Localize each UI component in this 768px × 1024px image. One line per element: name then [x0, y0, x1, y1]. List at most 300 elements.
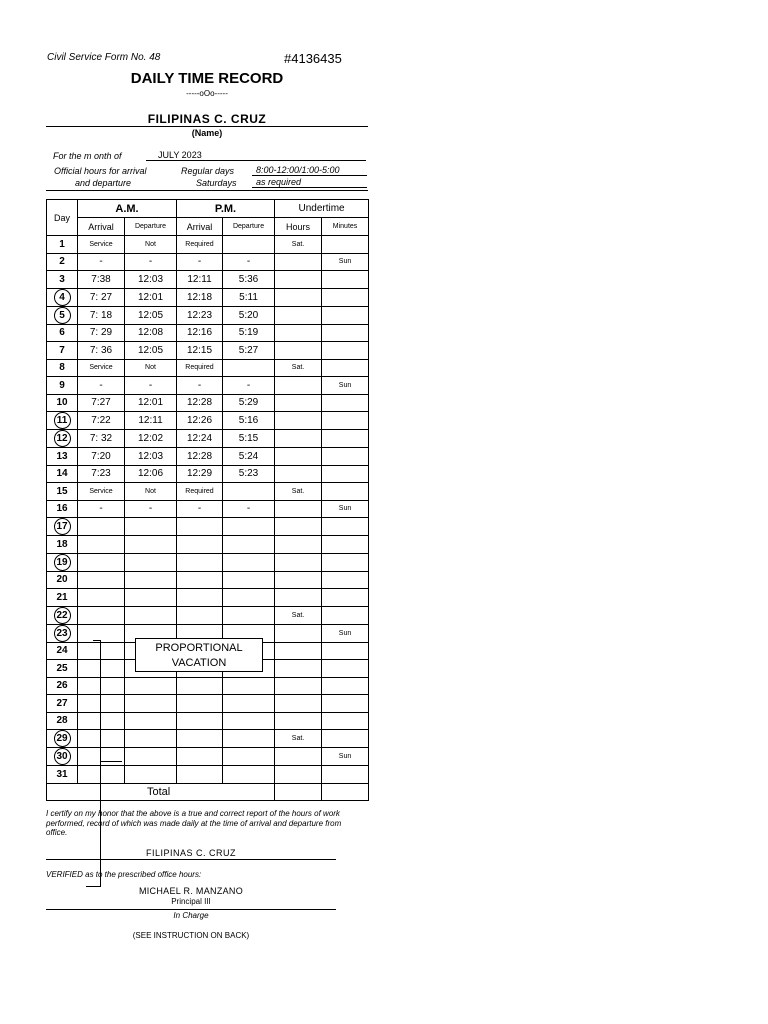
undertime-hours-cell: [275, 342, 322, 360]
day-number: [47, 536, 78, 554]
pm-arrival-cell: 12:11: [177, 271, 223, 289]
pm-arrival-cell: 12:28: [177, 394, 223, 412]
undertime-hours-cell: [275, 677, 322, 695]
undertime-minutes-cell: [322, 465, 369, 483]
table-row: [47, 359, 369, 377]
day-number: [47, 500, 78, 518]
day-number: [47, 695, 78, 713]
am-departure-cell: -: [125, 253, 177, 271]
total-minutes: [322, 783, 369, 800]
undertime-hours-cell: [275, 412, 322, 430]
pm-departure-cell: [223, 677, 275, 695]
am-departure-header: Departure: [125, 218, 177, 236]
principal-signature-line: [46, 909, 336, 910]
day-number: [47, 766, 78, 784]
day-label: 16: [56, 503, 68, 515]
am-arrival-cell: [78, 730, 125, 748]
table-row: [47, 518, 369, 536]
day-label: 8: [59, 362, 65, 374]
pm-arrival-cell: [177, 536, 223, 554]
am-arrival-cell: Service: [78, 236, 125, 254]
pm-arrival-cell: Required: [177, 359, 223, 377]
undertime-hours-cell: [275, 536, 322, 554]
employee-name: FILIPINAS C. CRUZ: [147, 112, 267, 126]
verified-text: VERIFIED as to the prescribed office hours:: [46, 870, 202, 879]
pm-arrival-cell: 12:16: [177, 324, 223, 342]
am-arrival-cell: 7:22: [78, 412, 125, 430]
in-charge-caption: In Charge: [173, 911, 209, 920]
total-hours: [275, 783, 322, 800]
pm-departure-cell: 5:23: [223, 465, 275, 483]
day-label: 31: [56, 768, 68, 780]
undertime-hours-cell: Sat.: [275, 606, 322, 624]
undertime-hours-cell: [275, 465, 322, 483]
day-number: [47, 518, 78, 536]
day-number: [47, 253, 78, 271]
am-departure-cell: 12:06: [125, 465, 177, 483]
am-arrival-cell: [78, 748, 125, 766]
table-row: [47, 271, 369, 289]
undertime-minutes-cell: [322, 271, 369, 289]
undertime-hours-cell: [275, 500, 322, 518]
pm-arrival-cell: 12:23: [177, 306, 223, 324]
pm-departure-cell: 5:29: [223, 394, 275, 412]
pm-departure-cell: 5:16: [223, 412, 275, 430]
undertime-hours-cell: [275, 377, 322, 395]
day-number: [47, 748, 78, 766]
am-departure-cell: 12:11: [125, 412, 177, 430]
am-departure-cell: [125, 606, 177, 624]
pm-arrival-cell: 12:28: [177, 448, 223, 466]
table-row: [47, 394, 369, 412]
circled-day-label: 30: [54, 748, 71, 765]
pm-departure-cell: 5:27: [223, 342, 275, 360]
table-row: [47, 748, 369, 766]
day-label: 14: [56, 468, 68, 480]
pm-departure-cell: [223, 359, 275, 377]
day-number: [47, 324, 78, 342]
stamp-line-2: VACATION: [171, 657, 227, 669]
month-value: JULY 2023: [146, 150, 366, 161]
day-label: 18: [56, 538, 68, 550]
pm-arrival-header: Arrival: [177, 218, 223, 236]
pm-departure-cell: -: [223, 377, 275, 395]
day-number: [47, 589, 78, 607]
am-departure-cell: [125, 677, 177, 695]
pm-departure-cell: [223, 483, 275, 501]
am-arrival-cell: 7: 29: [78, 324, 125, 342]
undertime-minutes-cell: [322, 712, 369, 730]
day-label: 2: [59, 256, 65, 268]
am-arrival-cell: [78, 606, 125, 624]
table-row: [47, 465, 369, 483]
regular-days-value: 8:00-12:00/1:00-5:00: [252, 165, 367, 176]
title-ornament: -----oOo-----: [186, 89, 228, 98]
day-label: 21: [56, 591, 68, 603]
day-number: [47, 412, 78, 430]
employee-signature-name: FILIPINAS C. CRUZ: [145, 848, 236, 858]
am-arrival-cell: 7:27: [78, 394, 125, 412]
am-arrival-cell: [78, 589, 125, 607]
am-arrival-cell: [78, 712, 125, 730]
am-departure-cell: [125, 553, 177, 571]
am-departure-cell: 12:01: [125, 394, 177, 412]
undertime-hours-cell: Sat.: [275, 730, 322, 748]
am-departure-cell: [125, 571, 177, 589]
minutes-header: Minutes: [322, 218, 369, 236]
pm-departure-cell: [223, 606, 275, 624]
undertime-hours-cell: [275, 518, 322, 536]
pm-arrival-cell: [177, 712, 223, 730]
undertime-minutes-cell: [322, 324, 369, 342]
table-row: [47, 589, 369, 607]
table-row: [47, 536, 369, 554]
am-departure-cell: [125, 748, 177, 766]
day-number: [47, 712, 78, 730]
undertime-minutes-cell: Sun: [322, 253, 369, 271]
pm-arrival-cell: [177, 571, 223, 589]
pm-departure-cell: 5:20: [223, 306, 275, 324]
day-number: [47, 236, 78, 254]
am-arrival-cell: [78, 766, 125, 784]
pm-arrival-cell: [177, 748, 223, 766]
am-arrival-cell: 7:23: [78, 465, 125, 483]
day-label: 24: [56, 645, 68, 657]
undertime-hours-cell: [275, 712, 322, 730]
undertime-hours-cell: [275, 271, 322, 289]
undertime-hours-cell: [275, 430, 322, 448]
undertime-minutes-cell: [322, 483, 369, 501]
am-arrival-cell: [78, 518, 125, 536]
circled-day-label: 17: [54, 518, 71, 535]
circled-day-label: 5: [54, 307, 71, 324]
undertime-hours-cell: [275, 766, 322, 784]
undertime-minutes-cell: [322, 553, 369, 571]
pm-arrival-cell: Required: [177, 236, 223, 254]
am-arrival-cell: 7: 18: [78, 306, 125, 324]
circled-day-label: 11: [54, 412, 71, 429]
am-departure-cell: 12:05: [125, 342, 177, 360]
am-header: A.M.: [78, 200, 177, 218]
undertime-hours-cell: [275, 253, 322, 271]
am-arrival-cell: [78, 624, 125, 642]
undertime-minutes-cell: [322, 589, 369, 607]
am-arrival-cell: Service: [78, 359, 125, 377]
back-instruction: (SEE INSTRUCTION ON BACK): [132, 931, 250, 940]
undertime-minutes-cell: [322, 430, 369, 448]
day-label: 7: [59, 344, 65, 356]
am-departure-cell: [125, 518, 177, 536]
day-label: 1: [59, 238, 65, 250]
pm-departure-cell: [223, 518, 275, 536]
undertime-minutes-cell: [322, 695, 369, 713]
day-number: [47, 730, 78, 748]
table-row: [47, 448, 369, 466]
table-row: [47, 571, 369, 589]
pm-arrival-cell: 12:18: [177, 288, 223, 306]
day-number: [47, 465, 78, 483]
pm-arrival-cell: 12:24: [177, 430, 223, 448]
table-row: [47, 553, 369, 571]
pm-departure-cell: 5:15: [223, 430, 275, 448]
am-arrival-cell: 7: 32: [78, 430, 125, 448]
undertime-minutes-cell: [322, 677, 369, 695]
table-row: [47, 712, 369, 730]
pm-departure-cell: [223, 748, 275, 766]
table-row: [47, 306, 369, 324]
am-departure-cell: [125, 589, 177, 607]
table-row: [47, 412, 369, 430]
undertime-minutes-cell: [322, 518, 369, 536]
hours-header: Hours: [275, 218, 322, 236]
undertime-hours-cell: [275, 589, 322, 607]
pm-arrival-cell: [177, 589, 223, 607]
name-underline: [46, 126, 368, 127]
undertime-minutes-cell: [322, 571, 369, 589]
pm-departure-cell: -: [223, 500, 275, 518]
day-label: 26: [56, 680, 68, 692]
am-arrival-cell: -: [78, 500, 125, 518]
am-departure-cell: 12:02: [125, 430, 177, 448]
day-number: [47, 394, 78, 412]
am-departure-cell: 12:08: [125, 324, 177, 342]
undertime-minutes-cell: [322, 394, 369, 412]
am-departure-cell: 12:03: [125, 448, 177, 466]
am-arrival-cell: [78, 695, 125, 713]
undertime-minutes-cell: Sun: [322, 500, 369, 518]
saturdays-label: Saturdays: [196, 178, 237, 188]
undertime-minutes-cell: [322, 730, 369, 748]
undertime-minutes-cell: [322, 412, 369, 430]
undertime-hours-cell: [275, 660, 322, 678]
am-departure-cell: Not: [125, 236, 177, 254]
table-row: [47, 500, 369, 518]
am-departure-cell: -: [125, 500, 177, 518]
table-row: [47, 430, 369, 448]
undertime-minutes-cell: Sun: [322, 377, 369, 395]
am-arrival-cell: -: [78, 253, 125, 271]
month-label: For the m onth of: [53, 151, 122, 161]
pm-arrival-cell: [177, 695, 223, 713]
undertime-hours-cell: [275, 288, 322, 306]
am-departure-cell: Not: [125, 359, 177, 377]
pm-arrival-cell: [177, 518, 223, 536]
undertime-hours-cell: [275, 324, 322, 342]
pm-departure-cell: 5:19: [223, 324, 275, 342]
undertime-hours-cell: [275, 553, 322, 571]
principal-name: MICHAEL R. MANZANO: [138, 886, 244, 896]
table-row: [47, 253, 369, 271]
time-record-table: [46, 199, 369, 801]
pm-departure-cell: [223, 695, 275, 713]
undertime-hours-cell: [275, 624, 322, 642]
am-arrival-cell: 7: 36: [78, 342, 125, 360]
table-row: [47, 342, 369, 360]
pm-arrival-cell: -: [177, 500, 223, 518]
undertime-minutes-cell: [322, 342, 369, 360]
undertime-minutes-cell: Sun: [322, 624, 369, 642]
am-arrival-cell: 7:20: [78, 448, 125, 466]
am-departure-cell: [125, 730, 177, 748]
day-number: [47, 430, 78, 448]
table-row: [47, 766, 369, 784]
undertime-hours-cell: Sat.: [275, 483, 322, 501]
am-departure-cell: Not: [125, 483, 177, 501]
table-row: [47, 288, 369, 306]
pm-departure-cell: [223, 553, 275, 571]
employee-signature-line: [46, 859, 336, 860]
undertime-minutes-cell: [322, 288, 369, 306]
undertime-hours-cell: [275, 695, 322, 713]
name-caption: (Name): [191, 128, 223, 138]
pm-header: P.M.: [177, 200, 275, 218]
arrival-departure-label: and departure: [75, 178, 132, 188]
undertime-hours-cell: [275, 448, 322, 466]
day-number: [47, 553, 78, 571]
am-arrival-cell: Service: [78, 483, 125, 501]
pm-departure-cell: 5:11: [223, 288, 275, 306]
day-header: Day: [47, 200, 78, 236]
pm-departure-cell: [223, 571, 275, 589]
day-number: [47, 606, 78, 624]
undertime-hours-cell: [275, 748, 322, 766]
pm-departure-cell: [223, 730, 275, 748]
day-number: [47, 624, 78, 642]
day-label: 27: [56, 697, 68, 709]
principal-position: Principal III: [171, 897, 211, 906]
page-title: DAILY TIME RECORD: [130, 70, 284, 87]
official-hours-label: Official hours for arrival: [54, 166, 147, 176]
am-departure-cell: [125, 766, 177, 784]
am-departure-cell: [125, 712, 177, 730]
am-departure-cell: 12:05: [125, 306, 177, 324]
table-row: [47, 236, 369, 254]
day-number: [47, 359, 78, 377]
am-arrival-cell: -: [78, 377, 125, 395]
circled-day-label: 4: [54, 289, 71, 306]
circled-day-label: 29: [54, 730, 71, 747]
certification-text: I certify on my honor that the above is a true and correct report of the hours of work performed, record of which was made daily at the time of arrival and departure from office.: [46, 809, 342, 837]
circled-day-label: 12: [54, 430, 71, 447]
pm-arrival-cell: 12:15: [177, 342, 223, 360]
pm-arrival-cell: [177, 553, 223, 571]
day-number: [47, 271, 78, 289]
total-label: Total: [47, 783, 275, 800]
day-label: 20: [56, 574, 68, 586]
pm-arrival-cell: Required: [177, 483, 223, 501]
undertime-minutes-cell: [322, 606, 369, 624]
am-arrival-cell: [78, 553, 125, 571]
day-number: [47, 660, 78, 678]
undertime-hours-cell: Sat.: [275, 359, 322, 377]
undertime-minutes-cell: [322, 236, 369, 254]
pm-departure-header: Departure: [223, 218, 275, 236]
undertime-header: Undertime: [275, 200, 369, 218]
am-arrival-cell: [78, 642, 125, 660]
pm-arrival-cell: 12:29: [177, 465, 223, 483]
pm-arrival-cell: [177, 677, 223, 695]
pm-departure-cell: [223, 712, 275, 730]
undertime-hours-cell: [275, 306, 322, 324]
pm-departure-cell: [223, 589, 275, 607]
day-number: [47, 677, 78, 695]
day-label: 25: [56, 662, 68, 674]
regular-days-label: Regular days: [181, 166, 235, 176]
table-row: [47, 324, 369, 342]
am-departure-cell: [125, 695, 177, 713]
am-arrival-cell: [78, 536, 125, 554]
form-number: Civil Service Form No. 48: [47, 52, 161, 63]
table-row: [47, 483, 369, 501]
undertime-hours-cell: Sat.: [275, 236, 322, 254]
am-departure-cell: 12:01: [125, 288, 177, 306]
day-number: [47, 288, 78, 306]
day-number: [47, 571, 78, 589]
undertime-minutes-cell: Sun: [322, 748, 369, 766]
pm-arrival-cell: 12:26: [177, 412, 223, 430]
undertime-minutes-cell: [322, 306, 369, 324]
day-label: 15: [56, 485, 68, 497]
am-departure-cell: 12:03: [125, 271, 177, 289]
pm-arrival-cell: [177, 606, 223, 624]
bracket-middle: [100, 761, 122, 762]
am-arrival-cell: [78, 660, 125, 678]
pm-departure-cell: [223, 236, 275, 254]
proportional-vacation-stamp: [135, 638, 263, 672]
am-arrival-cell: [78, 677, 125, 695]
undertime-minutes-cell: [322, 448, 369, 466]
day-label: 13: [56, 450, 68, 462]
pm-arrival-cell: [177, 766, 223, 784]
day-number: [47, 448, 78, 466]
undertime-minutes-cell: [322, 536, 369, 554]
day-label: 10: [56, 397, 68, 409]
pm-departure-cell: 5:24: [223, 448, 275, 466]
am-departure-cell: [125, 536, 177, 554]
pm-arrival-cell: -: [177, 377, 223, 395]
undertime-hours-cell: [275, 571, 322, 589]
circled-day-label: 22: [54, 607, 71, 624]
saturdays-value: as required: [252, 177, 367, 188]
undertime-minutes-cell: [322, 660, 369, 678]
day-number: [47, 342, 78, 360]
undertime-hours-cell: [275, 394, 322, 412]
circled-day-label: 23: [54, 625, 71, 642]
pm-departure-cell: [223, 766, 275, 784]
stamp-line-1: PROPORTIONAL: [155, 642, 243, 654]
day-number: [47, 377, 78, 395]
day-label: 28: [56, 715, 68, 727]
undertime-minutes-cell: [322, 359, 369, 377]
day-number: [47, 483, 78, 501]
day-label: 6: [59, 327, 65, 339]
pm-departure-cell: [223, 536, 275, 554]
am-arrival-cell: 7:38: [78, 271, 125, 289]
table-row: [47, 377, 369, 395]
table-row: [47, 606, 369, 624]
pm-arrival-cell: [177, 730, 223, 748]
pm-departure-cell: -: [223, 253, 275, 271]
day-number: [47, 306, 78, 324]
table-row: [47, 730, 369, 748]
undertime-minutes-cell: [322, 766, 369, 784]
circled-day-label: 19: [54, 554, 71, 571]
day-number: [47, 642, 78, 660]
day-label: 9: [59, 379, 65, 391]
separator-line: [46, 190, 368, 191]
day-label: 3: [59, 273, 65, 285]
am-arrival-cell: 7: 27: [78, 288, 125, 306]
